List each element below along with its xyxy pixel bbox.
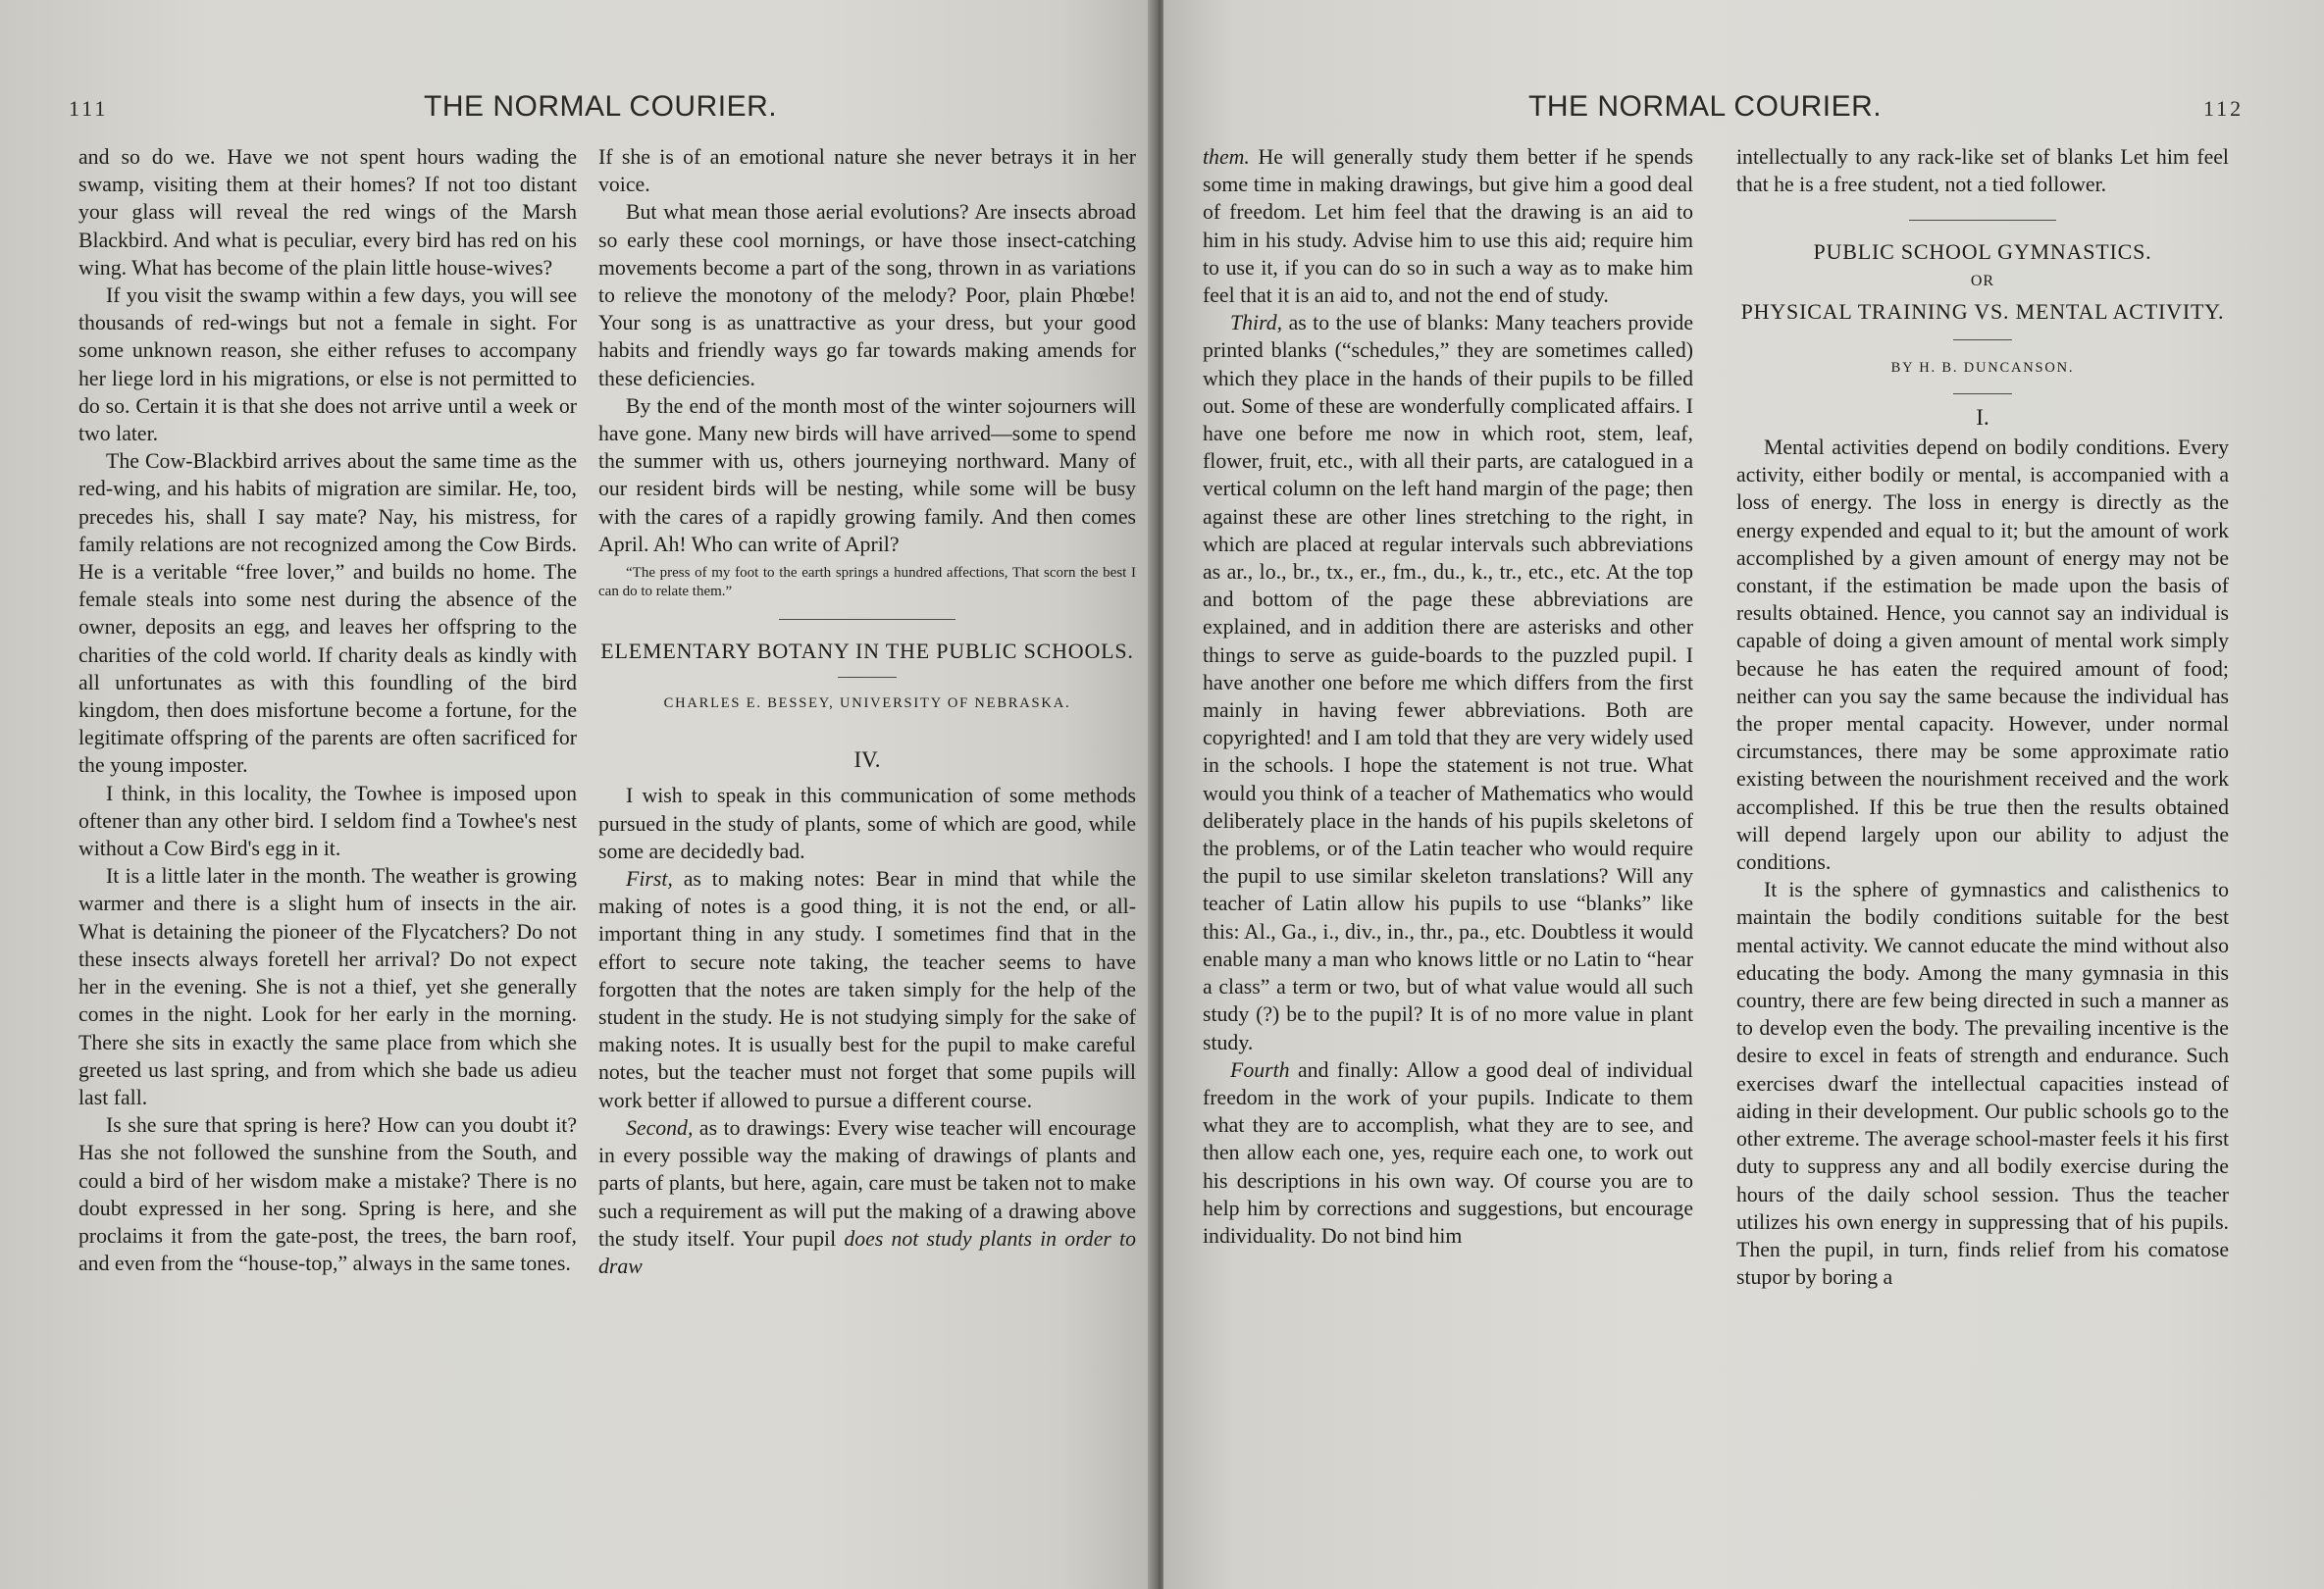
running-head: THE NORMAL COURIER. — [424, 90, 778, 123]
column-left-2 — [598, 143, 1136, 1280]
verse-quote: “The press of my foot to the earth springs a hundred affections, That scorn the best I can do to relate them.” — [598, 565, 1136, 600]
article-title: PUBLIC SCHOOL GYMNASTICS. — [1813, 239, 2152, 265]
article-author: BY H. B. DUNCANSON. — [1890, 359, 2075, 376]
title-rule — [838, 677, 897, 678]
paragraph: If you visit the swamp within a few days, you will see thousands of red-wings but not a female in sight. For some unknown reason, she either refuses to accompany her liege lord in his migrations, or else is not permitted to do so. Certain it is that she does not arrive until a week or two later. — [78, 283, 577, 446]
title-rule — [1953, 339, 2012, 340]
paragraph: It is a little later in the month. The weather is growing warmer and there is a slight hum of insects in the air. What is detaining the pioneer of the Flycatchers? Do not these insects always foretell her arrival? Do not expect her in the evening. She is not a thief, yet she generally comes in the night. Look for her early in the morning. There she sits in exactly the same place from which she greeted us last spring, and from which she bade us adieu last fall. — [78, 864, 577, 1109]
paragraph: The Cow-Blackbird arrives about the same time as the red-wing, and his habits of migration are similar. He, too, precedes his, shall I say mate? Nay, his mistress, for family relations are not recognized among the Cow Birds. He is a veritable “free lover,” and builds no home. The female steals into some nest during the absence of the owner, deposits an egg, and leaves her offspring to the charities of the cold world. If charity deals as kindly with all unfortunates as with this foundling of the bird kingdom, then does misfortune become a fortune, for the legitimate offspring of the parents are often sacrificed for the young imposter. — [78, 449, 577, 778]
page-111 — [0, 0, 1156, 1589]
lead-word: Fourth — [1230, 1057, 1290, 1082]
paragraph: intellectually to any rack-like set of blanks Let him feel that he is a free student, not a tied follower. — [1736, 145, 2229, 197]
paragraph: First, as to making notes: Bear in mind that while the making of notes is a good thing, it is not the end, or all-important thing in any study. I sometimes find that in the effort to secure note taking, the teacher seems to have forgotten that the notes are taken simply for the help of the student in the study. He is not studying simply for the sake of making notes. It is usually best for the pupil to make careful notes, but the teacher must not forget that some pupils will work better if allowed to pursue a different course. — [598, 867, 1136, 1112]
paragraph: But what mean those aerial evolutions? Are insects abroad so early these cool mornings, or have those insect-catching movements become a part of the song, thrown in as variations to relieve the monotony of the melody? Poor, plain Phœbe! Your song is as unattractive as your dress, but your good habits and friendly ways go far towards making amends for these deficiencies. — [598, 200, 1136, 390]
lead-word: First, — [626, 867, 673, 892]
paragraph: I think, in this locality, the Towhee is imposed upon oftener than any other bird. I seldom find a Towhee's nest without a Cow Bird's egg in it. — [78, 781, 577, 861]
paragraph: By the end of the month most of the winter sojourners will have gone. Many new birds will have arrived—some to spend the summer with us, others journeying northward. Many of our resident birds will be nesting, while some will be busy with the cares of a rapidly growing family. And then comes April. Ah! Who can write of April? — [598, 393, 1136, 556]
column-right-1 — [1203, 143, 1693, 1250]
article-part-number: I. — [1976, 404, 1989, 430]
bird-essay-continued — [78, 143, 577, 1277]
paragraph: Fourth and finally: Allow a good deal of individual freedom in the work of your pupils. Indicate to them what they are to accomplish, what they are to see, and then allow each one, yes, require each one, to work out his descriptions in his own way. Of course you are to help him by corrections and suggestions, but encourage individuality. Do not bind him — [1203, 1057, 1693, 1248]
paragraph: them. He will generally study them better if he spends some time in making drawings, but give him a good deal of freedom. Let him feel that the drawing is an aid to him in his study. Advise him to use this aid; require him to use it, if you can do so in such a way as to make him feel that it is an aid to, and not the end of study. — [1203, 145, 1693, 308]
paragraph: Is she sure that spring is here? How can you doubt it? Has she not followed the sunshine from the South, and could a bird of her wisdom make a mistake? There is no doubt expressed in her song. Spring is here, and she proclaims it from the gate-post, the trees, the barn roof, and even from the “house-top,” always in the same tones. — [78, 1113, 577, 1276]
lead-word: Third, — [1230, 311, 1283, 335]
page-112 — [1163, 0, 2324, 1589]
running-head: THE NORMAL COURIER. — [1528, 90, 1883, 123]
paragraph: Second, as to drawings: Every wise teacher will encourage in every possible way the making of drawings of plants and parts of plants, but here, again, care must be taken not to make such a requirement as will put the making of a drawing above the study itself. Your pupil does not study plants in order to draw — [598, 1115, 1136, 1278]
paragraph: and so do we. Have we not spent hours wading the swamp, visiting them at their homes? If not too distant your glass will reveal the red wings of the Marsh Blackbird. And what is peculiar, every bird has red on his wing. What has become of the plain little house-wives? — [78, 145, 577, 280]
section-divider — [1909, 220, 2056, 221]
article-title: ELEMENTARY BOTANY IN THE PUBLIC SCHOOLS. — [600, 639, 1134, 664]
article-author: CHARLES E. BESSEY, UNIVERSITY OF NEBRASKA. — [663, 695, 1071, 712]
folio: 112 — [2203, 96, 2245, 121]
paragraph: It is the sphere of gymnastics and calisthenics to maintain the bodily conditions suitable for the best mental activity. We cannot educate the mind without also educating the body. Among the many gymnasia in this country, there are few being directed in such a manner as to develop even the body. The prevailing incentive is the desire to excel in feats of strength and endurance. Such exercises dwarf the intellectual capacities instead of aiding in their development. Our public schools go to the other extreme. The average school-master feels it his first duty to suppress any and all bodily exercise during the hours of the daily school session. Thus the teacher utilizes his own energy in suppressing that of his pupils. Then the pupil, in turn, finds relief from his comatose stupor by boring a — [1736, 878, 2229, 1290]
paragraph: Third, as to the use of blanks: Many teachers provide printed blanks (“schedules,” they are sometimes called) which they place in the hands of their pupils to be filled out. Some of these are wonderfully complicated affairs. I have one before me now in which root, stem, leaf, flower, fruit, etc., with all their parts, are catalogued in a vertical column on the left hand margin of the page; then against these are other lines stretching to the right, in which are placed at regular intervals such abbreviations as ar., lo., br., tx., er., fm., du., k., tr., etc., etc. At the top and bottom of the page these abbreviations are explained, and in addition there are asterisks and other things to serve as guide-boards to the puzzled pupil. I have another one before me which differs from the first mainly in having fewer abbreviations. Both are copyrighted! and I am told that they are very widely used in the schools. I hope the statement is not true. What would you think of a teacher of Mathematics who would deliberately place in the hands of his pupils skeletons of the problems, or of the Latin teacher who would require the pupil to use similar skeleton translations? Will any teacher of Latin allow his pupils to use “blanks” like this: Al., Ga., i., div., in., thr., pa., etc. Doubtless it would enable many a man who knows little or no Latin to “hear a class” a term or two, but of what value would all such study (?) be to the pupil? It is of no more value in plant study. — [1203, 311, 1693, 1054]
lead-word: them. — [1203, 145, 1250, 169]
column-right-2 — [1736, 143, 2229, 1291]
paragraph: Mental activities depend on bodily conditions. Every activity, either bodily or mental, is accompanied with a loss of energy. The loss in energy is directly as the energy expended and equal to it; but the amount of work accomplished by a given amount of energy may not be constant, if the estimation be made upon the basis of results obtained. Hence, you cannot say an individual is capable of doing a given amount of mental work simply because he has eaten the required amount of food; neither can you say the same because the individual has the proper mental capacity. However, under normal circumstances, there may be some approximate ratio existing between the nourishment received and the work accomplished. If this be true then the results obtained will depend largely upon our ability to adjust the conditions. — [1736, 436, 2229, 875]
title-rule — [1953, 393, 2012, 394]
section-divider — [779, 619, 955, 620]
article-title-or: OR — [1970, 273, 1995, 290]
folio: 111 — [69, 96, 109, 121]
paragraph: If she is of an emotional nature she never betrays it in her voice. — [598, 145, 1136, 197]
paragraph: I wish to speak in this communication of some methods pursued in the study of plants, some of which are good, while some are decidedly bad. — [598, 784, 1136, 863]
lead-word: Second, — [626, 1115, 694, 1140]
column-left-1 — [78, 143, 577, 1277]
article-part-number: IV. — [853, 747, 881, 773]
article-subtitle: PHYSICAL TRAINING VS. MENTAL ACTIVITY. — [1740, 298, 2225, 324]
